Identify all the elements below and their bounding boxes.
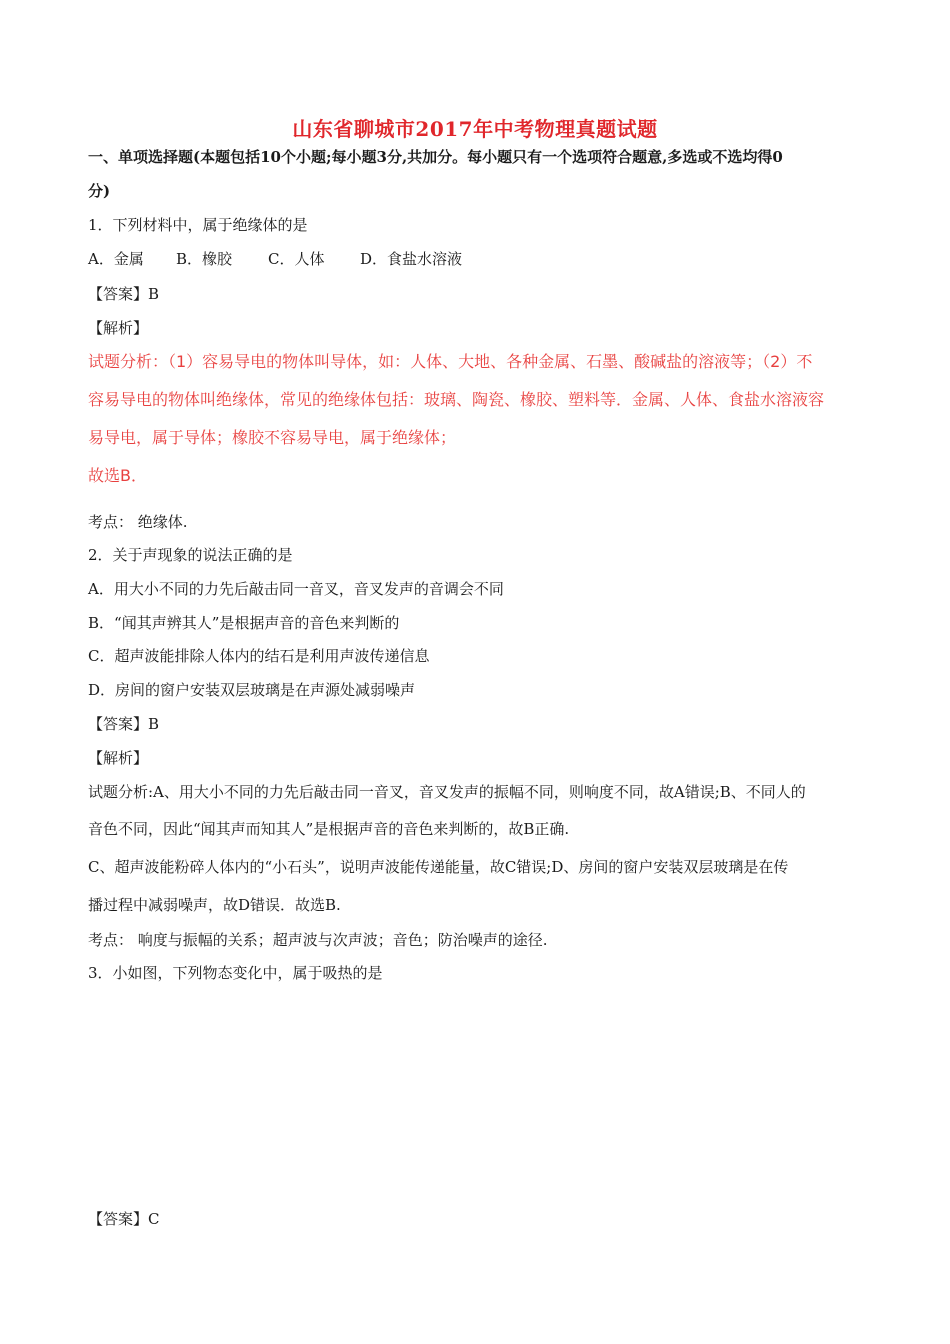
page-title: 山东省聊城市2017年中考物理真题试题 (292, 117, 658, 141)
q1-answer: 【答案】B (88, 285, 160, 303)
q1-stem: 1．下列材料中，属于绝缘体的是 (88, 216, 308, 234)
q2-analysis-line-3: C、超声波能粉碎人体内的“小石头”，说明声波能传递能量，故C错误;D、房间的窗户安装双层玻璃是在传 (88, 858, 789, 876)
q2-analysis-line-2: 音色不同，因此“闻其声而知其人”是根据声音的音色来判断的，故B正确. (88, 820, 570, 838)
q2-option-b: B．“闻其声辨其人”是根据声音的音色来判断的 (88, 614, 400, 632)
section-header-line-1: 一、单项选择题(本题包括10个小题;每小题3分,共加分。每小题只有一个选项符合题意,多选或不选均得0 (88, 148, 783, 166)
q1-options (88, 248, 462, 269)
q1-analysis-label: 【解析】 (88, 319, 149, 337)
q2-analysis-label: 【解析】 (88, 749, 149, 767)
q2-option-d: D．房间的窗户安装双层玻璃是在声源处减弱噪声 (88, 681, 416, 699)
q1-option-c: C．人体 (268, 250, 325, 268)
q3-answer: 【答案】C (88, 1210, 160, 1228)
q1-analysis-line-2: 容易导电的物体叫绝缘体，常见的绝缘体包括：玻璃、陶瓷、橡胶、塑料等．金属、人体、食盐水溶液容 (88, 390, 825, 409)
q1-option-d: D．食盐水溶液 (360, 250, 463, 268)
q2-stem: 2．关于声现象的说法正确的是 (88, 546, 293, 564)
q2-option-c: C．超声波能排除人体内的结石是利用声波传递信息 (88, 647, 430, 665)
q2-option-a: A．用大小不同的力先后敲击同一音叉，音叉发声的音调会不同 (88, 580, 504, 598)
q1-option-a: A．金属 (88, 250, 144, 268)
q2-answer: 【答案】B (88, 715, 160, 733)
q1-analysis-line-1: 试题分析：（1）容易导电的物体叫导体，如：人体、大地、各种金属、石墨、酸碱盐的溶液等；（2）不 (88, 352, 813, 371)
section-header-line-2: 分) (88, 182, 111, 200)
q2-kaodian: 考点： 响度与振幅的关系；超声波与次声波；音色；防治噪声的途径. (88, 931, 548, 949)
q2-analysis-line-1: 试题分析:A、用大小不同的力先后敲击同一音叉，音叉发声的振幅不同，则响度不同，故A错误;B、不同人的 (88, 783, 806, 801)
q1-analysis-line-4: 故选B． (88, 466, 147, 485)
q1-analysis-line-3: 易导电，属于导体；橡胶不容易导电，属于绝缘体； (88, 428, 457, 447)
q3-stem: 3．小如图，下列物态变化中，属于吸热的是 (88, 964, 383, 982)
q2-analysis-line-4: 播过程中减弱噪声，故D错误．故选B. (88, 896, 341, 914)
q1-kaodian: 考点： 绝缘体. (88, 513, 188, 531)
q1-option-b: B．橡胶 (176, 250, 233, 268)
